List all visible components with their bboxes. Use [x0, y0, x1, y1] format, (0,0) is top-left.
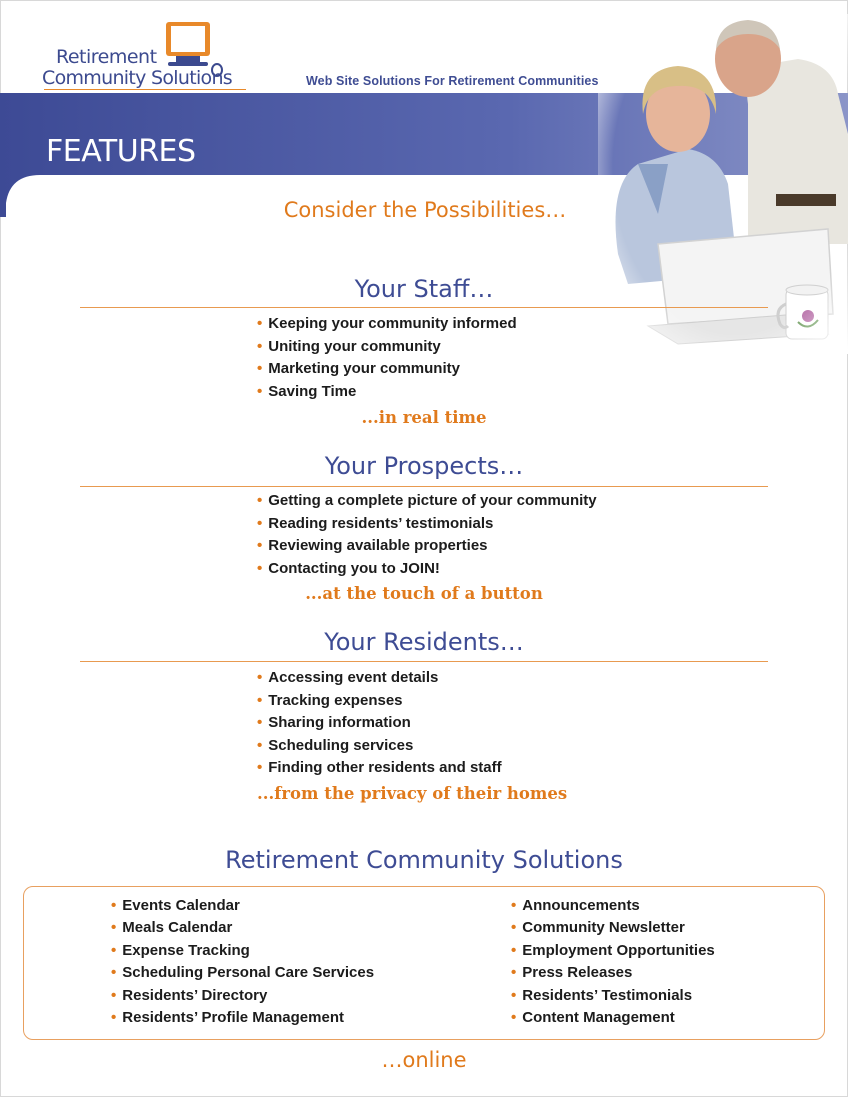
- rcs-title: Retirement Community Solutions: [225, 846, 623, 874]
- list-item: • Saving Time: [257, 382, 357, 400]
- list-item: • Sharing information: [257, 714, 411, 731]
- list-item: • Residents’ Testimonials: [511, 986, 693, 1004]
- list-item: • Reviewing available properties: [257, 537, 488, 554]
- list-item: • Tracking expenses: [257, 691, 403, 709]
- section-rule: [80, 307, 768, 308]
- footer-online: …online: [381, 1048, 467, 1072]
- list-item: • Meals Calendar: [111, 919, 233, 937]
- section-title-prospects: Your Prospects…: [324, 452, 524, 480]
- couple-photo: [598, 14, 848, 354]
- list-item: • Community Newsletter: [511, 919, 685, 937]
- section-rule: [80, 486, 768, 487]
- list-item: • Residents’ Profile Management: [111, 1008, 344, 1026]
- page-title: FEATURES: [46, 134, 196, 169]
- logo[interactable]: [42, 20, 262, 92]
- list-item: • Scheduling services: [257, 736, 414, 754]
- logo-line1: Retirement: [56, 46, 157, 68]
- list-item: • Marketing your community: [257, 360, 460, 377]
- list-item: • Content Management: [511, 1008, 675, 1026]
- staff-list: [257, 313, 517, 403]
- features-left-column: [111, 895, 374, 1029]
- list-item: • Reading residents’ testimonials: [257, 514, 494, 532]
- logo-underline: [44, 89, 246, 90]
- list-item: • Residents’ Directory: [111, 986, 268, 1004]
- prospects-list: [257, 490, 597, 580]
- list-item: • Accessing event details: [257, 669, 439, 686]
- residents-list: [257, 667, 502, 780]
- list-item: • Expense Tracking: [111, 941, 250, 959]
- list-item: • Press Releases: [511, 964, 633, 982]
- logo-line2: Community Solutions: [42, 67, 233, 89]
- list-item: • Events Calendar: [111, 897, 240, 914]
- section-title-residents: Your Residents…: [324, 628, 524, 656]
- list-item: • Getting a complete picture of your community: [257, 492, 597, 509]
- list-item: • Finding other residents and staff: [257, 759, 502, 776]
- residents-tagline: ...from the privacy of their homes: [257, 784, 568, 803]
- staff-tagline: ...in real time: [361, 408, 487, 427]
- consider-heading: Consider the Possibilities…: [283, 198, 567, 222]
- features-right-column: [511, 895, 715, 1029]
- list-item: • Employment Opportunities: [511, 941, 715, 959]
- list-item: • Contacting you to JOIN!: [257, 559, 440, 577]
- list-item: • Uniting your community: [257, 337, 441, 355]
- section-rule: [80, 661, 768, 662]
- section-title-staff: Your Staff…: [354, 275, 494, 303]
- list-item: • Keeping your community informed: [257, 315, 517, 332]
- list-item: • Announcements: [511, 897, 640, 914]
- list-item: • Scheduling Personal Care Services: [111, 964, 375, 982]
- site-tagline: Web Site Solutions For Retirement Communities: [306, 74, 599, 88]
- prospects-tagline: ...at the touch of a button: [305, 584, 543, 603]
